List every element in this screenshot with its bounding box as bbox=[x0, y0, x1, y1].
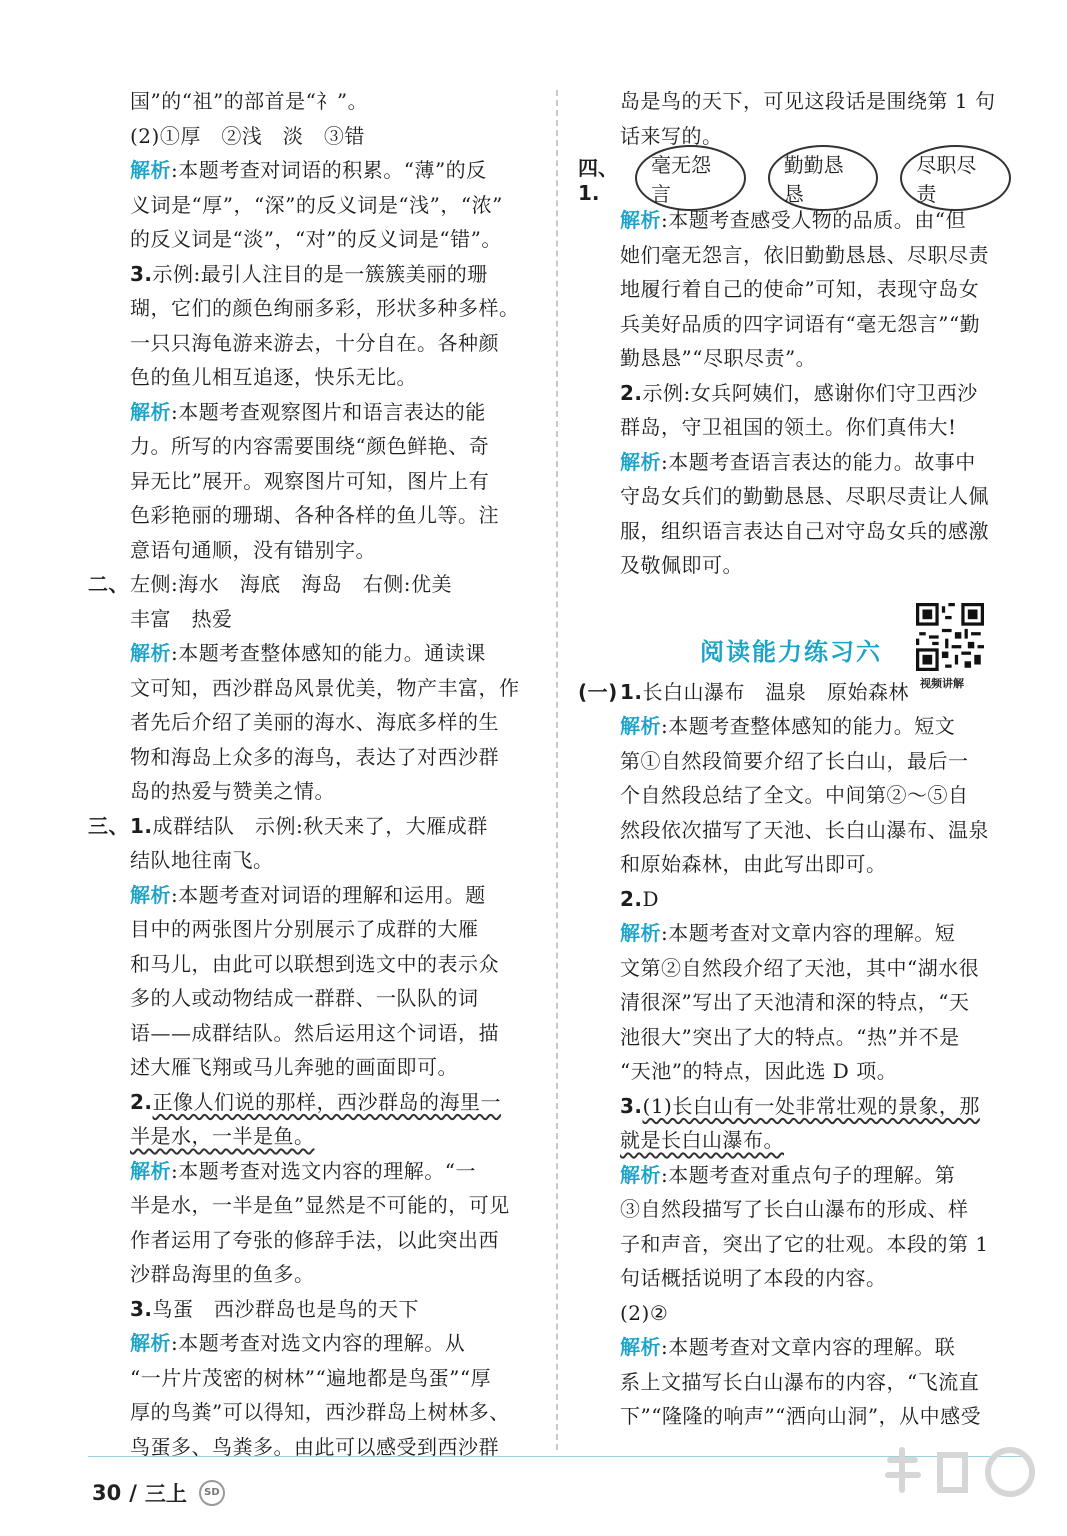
line-text: 兵美好品质的四字词语有“毫无怨言”“勤 bbox=[620, 311, 981, 336]
text-line bbox=[578, 1399, 1033, 1434]
line-text: 多的人或动物结成一群群、一队队的词 bbox=[130, 986, 479, 1010]
text-line bbox=[88, 671, 538, 706]
section-number: 三、 bbox=[88, 813, 129, 838]
column-divider bbox=[556, 90, 558, 1450]
text-line bbox=[578, 1158, 1033, 1193]
text-line bbox=[88, 291, 538, 326]
line-text: (2)② bbox=[620, 1300, 669, 1325]
line-text: 成群结队 示例:秋天来了，大雁成群 bbox=[152, 813, 488, 838]
text-line bbox=[578, 203, 1033, 238]
section-number: 二、 bbox=[88, 572, 129, 596]
question-number: 2. bbox=[620, 886, 643, 911]
line-text: 力。所写的内容需要围绕“颜色鲜艳、奇 bbox=[130, 434, 490, 458]
text-line bbox=[88, 1223, 538, 1258]
line-text: 色的鱼儿相互追逐，快乐无比。 bbox=[130, 365, 417, 389]
text-line bbox=[578, 882, 1033, 917]
analysis-tag: 解析 bbox=[130, 399, 171, 424]
line-text: :本题考查对文章内容的理解。短 bbox=[661, 921, 956, 945]
line-text: 守岛女兵们的勤勤恳恳、尽职尽责让人佩 bbox=[620, 484, 989, 508]
line-text: 作者运用了夸张的修辞手法，以此突出西 bbox=[130, 1227, 499, 1252]
text-line bbox=[578, 1123, 1033, 1158]
text-line bbox=[88, 912, 538, 947]
text-line bbox=[578, 238, 1033, 273]
line-text: 厚的鸟粪”可以得知，西沙群岛上树林多、 bbox=[130, 1400, 510, 1424]
section-four-prefix: 四、1. bbox=[578, 155, 618, 205]
right-top-block bbox=[578, 84, 1033, 153]
line-text: 沙群岛海里的鱼多。 bbox=[130, 1262, 315, 1286]
text-line bbox=[578, 1296, 1033, 1331]
text-line bbox=[88, 464, 538, 499]
text-line bbox=[88, 360, 538, 395]
text-line bbox=[88, 1361, 538, 1396]
analysis-tag: 解析 bbox=[620, 714, 661, 738]
analysis-tag: 解析 bbox=[620, 208, 661, 232]
footer-separator: / bbox=[129, 1481, 137, 1505]
text-line bbox=[88, 326, 538, 361]
text-line bbox=[88, 1430, 538, 1465]
text-line bbox=[578, 479, 1033, 514]
section-number: (一) bbox=[578, 679, 618, 704]
circled-word: 毫无怨言 bbox=[635, 145, 746, 211]
text-line bbox=[578, 1020, 1033, 1055]
line-text: 下”“隆隆的响声”“洒向山洞”，从中感受 bbox=[620, 1404, 982, 1428]
text-line bbox=[88, 84, 538, 119]
line-text: 异无比”展开。观察图片可知，图片上有 bbox=[130, 468, 490, 493]
line-text: 岛的热爱与赞美之情。 bbox=[130, 779, 335, 803]
line-text: 述大雁飞翔或马儿奔驰的画面即可。 bbox=[130, 1055, 458, 1079]
line-text: :本题考查对重点句子的理解。第 bbox=[661, 1162, 956, 1187]
line-text: 个自然段总结了全文。中间第②～⑤自 bbox=[620, 783, 969, 807]
edition-badge-icon: SD bbox=[199, 1480, 225, 1506]
line-text: ③自然段描写了长白山瀑布的形成、样 bbox=[620, 1197, 969, 1221]
text-line bbox=[88, 1257, 538, 1292]
analysis-tag: 解析 bbox=[130, 1158, 171, 1183]
text-line bbox=[578, 1330, 1033, 1365]
underlined-answer: 半是水，一半是鱼。 bbox=[130, 1124, 315, 1148]
line-text: 系上文描写长白山瀑布的内容，“飞流直 bbox=[620, 1369, 980, 1394]
question-number: 2. bbox=[130, 1089, 153, 1114]
text-line bbox=[88, 636, 538, 671]
watermark-logo-icon bbox=[870, 1440, 1060, 1530]
analysis-tag: 解析 bbox=[620, 1162, 661, 1187]
line-text: 义词是“厚”，“深”的反义词是“浅”，“浓” bbox=[130, 192, 503, 217]
line-text: 左侧:海水 海底 海岛 右侧:优美 bbox=[130, 572, 452, 596]
section-title: 阅读能力练习六 bbox=[700, 638, 882, 666]
text-line bbox=[88, 705, 538, 740]
right-column bbox=[578, 84, 1033, 1434]
line-text: 地履行着自己的使命”可知，表现守岛女 bbox=[620, 277, 980, 301]
line-text: D bbox=[642, 886, 660, 911]
line-text: 然段依次描写了天池、长白山瀑布、温泉 bbox=[620, 817, 989, 842]
line-text: 服，组织语言表达自己对守岛女兵的感激 bbox=[620, 518, 989, 543]
text-line bbox=[578, 744, 1033, 779]
text-line bbox=[578, 548, 1033, 583]
text-line bbox=[578, 985, 1033, 1020]
line-text: 她们毫无怨言，依旧勤勤恳恳、尽职尽责 bbox=[620, 242, 989, 267]
line-text: 瑚，它们的颜色绚丽多彩，形状多种多样。 bbox=[130, 296, 520, 320]
line-text: 群岛，守卫祖国的领土。你们真伟大! bbox=[620, 415, 957, 439]
line-text: 半是水，一半是鱼”显然是不可能的，可见 bbox=[130, 1193, 510, 1217]
question-number: 3. bbox=[620, 1093, 643, 1118]
analysis-tag: 解析 bbox=[620, 921, 661, 945]
line-text: 第①自然段简要介绍了长白山，最后一 bbox=[620, 748, 969, 773]
line-text: 丰富 热爱 bbox=[130, 606, 233, 631]
text-line bbox=[88, 740, 538, 775]
line-text: 句话概括说明了本段的内容。 bbox=[620, 1266, 887, 1290]
line-text: 话来写的。 bbox=[620, 123, 723, 148]
text-line bbox=[578, 1227, 1033, 1262]
text-line bbox=[578, 514, 1033, 549]
text-line bbox=[88, 1292, 538, 1327]
line-text: 示例:女兵阿姨们，感谢你们守卫西沙 bbox=[642, 380, 978, 405]
left-column bbox=[88, 84, 538, 1464]
line-text: :本题考查整体感知的能力。通读课 bbox=[171, 641, 486, 665]
line-text: 子和声音，突出了它的壮观。本段的第 1 bbox=[620, 1231, 989, 1256]
text-line bbox=[578, 951, 1033, 986]
text-line bbox=[88, 1188, 538, 1223]
line-text: 长白山瀑布 温泉 原始森林 bbox=[642, 679, 910, 704]
text-line bbox=[88, 533, 538, 568]
line-text: :本题考查对选文内容的理解。从 bbox=[171, 1331, 466, 1355]
line-text: “一片片茂密的树林”“遍地都是鸟蛋”“厚 bbox=[130, 1365, 492, 1390]
text-line bbox=[578, 778, 1033, 813]
line-text: 和马儿，由此可以联想到选文中的表示众 bbox=[130, 951, 499, 976]
line-text: (2)①厚 ②浅 淡 ③错 bbox=[130, 123, 365, 148]
right-middle-block bbox=[578, 203, 1033, 583]
line-text: 勤恳恳”“尽职尽责”。 bbox=[620, 346, 817, 370]
underlined-answer: 就是长白山瀑布。 bbox=[620, 1128, 784, 1152]
text-line bbox=[88, 1154, 538, 1189]
text-line bbox=[578, 709, 1033, 744]
line-text: :本题考查感受人物的品质。由“但 bbox=[661, 208, 966, 232]
line-text: 岛是鸟的天下，可见这段话是围绕第 1 句 bbox=[620, 89, 996, 113]
text-line bbox=[88, 567, 538, 602]
text-line bbox=[88, 1395, 538, 1430]
text-line bbox=[578, 307, 1033, 342]
line-text: :本题考查对词语的积累。“薄”的反 bbox=[171, 158, 487, 182]
text-line bbox=[578, 1365, 1033, 1400]
line-text: 语——成群结队。然后运用这个词语，描 bbox=[130, 1020, 499, 1045]
text-line bbox=[578, 813, 1033, 848]
circled-word: 勤勤恳恳 bbox=[768, 145, 879, 211]
text-line bbox=[88, 257, 538, 292]
text-line bbox=[88, 395, 538, 430]
text-line bbox=[88, 188, 538, 223]
line-text: 池很大”突出了大的特点。“热”并不是 bbox=[620, 1024, 960, 1049]
text-line bbox=[88, 809, 538, 844]
line-text: 结队地往南飞。 bbox=[130, 848, 274, 872]
line-text: :本题考查对词语的理解和运用。题 bbox=[171, 882, 486, 907]
line-text: :本题考查观察图片和语言表达的能 bbox=[171, 399, 486, 424]
line-text: “天池”的特点，因此选 D 项。 bbox=[620, 1059, 898, 1083]
text-line bbox=[578, 376, 1033, 411]
page-number: 30 bbox=[92, 1481, 122, 1505]
grade-label: 三上 bbox=[144, 1482, 187, 1506]
text-line bbox=[88, 498, 538, 533]
text-line bbox=[578, 341, 1033, 376]
question-number: 2. bbox=[620, 380, 643, 405]
line-text: :本题考查整体感知的能力。短文 bbox=[661, 714, 956, 738]
text-line bbox=[88, 1050, 538, 1085]
text-line bbox=[88, 119, 538, 154]
qr-label: 视频讲解 bbox=[920, 677, 964, 690]
line-text: 鸟蛋多、鸟粪多。由此可以感受到西沙群 bbox=[130, 1434, 499, 1459]
text-line bbox=[88, 774, 538, 809]
text-line bbox=[578, 1089, 1033, 1124]
question-number: 1. bbox=[620, 679, 643, 704]
underlined-answer: 正像人们说的那样，西沙群岛的海里一 bbox=[152, 1089, 502, 1114]
question-number: 3. bbox=[130, 1296, 153, 1321]
analysis-tag: 解析 bbox=[620, 1335, 661, 1359]
text-line bbox=[578, 1192, 1033, 1227]
line-text: 者先后介绍了美丽的海水、海底多样的生 bbox=[130, 710, 499, 734]
text-line bbox=[88, 1085, 538, 1120]
section-four-answers bbox=[578, 153, 1033, 206]
text-line bbox=[578, 445, 1033, 480]
text-line bbox=[88, 602, 538, 637]
text-line bbox=[578, 847, 1033, 882]
underlined-answer: (1)长白山有一处非常壮观的景象，那 bbox=[642, 1093, 980, 1118]
right-bottom-block bbox=[578, 675, 1033, 1434]
line-text: 物和海岛上众多的海鸟，表达了对西沙群 bbox=[130, 744, 499, 769]
text-line bbox=[88, 843, 538, 878]
line-text: 及敬佩即可。 bbox=[620, 553, 743, 577]
text-line bbox=[578, 272, 1033, 307]
line-text: 示例:最引人注目的是一簇簇美丽的珊 bbox=[152, 261, 488, 286]
analysis-tag: 解析 bbox=[620, 449, 661, 474]
text-line bbox=[578, 1261, 1033, 1296]
text-line bbox=[578, 410, 1033, 445]
analysis-tag: 解析 bbox=[130, 641, 171, 665]
line-text: 的反义词是“淡”，“对”的反义词是“错”。 bbox=[130, 227, 502, 251]
qr-code-icon[interactable] bbox=[916, 603, 984, 671]
line-text: 清很深”写出了天池清和深的特点，“天 bbox=[620, 990, 970, 1014]
line-text: 文第②自然段介绍了天池，其中“湖水很 bbox=[620, 955, 980, 980]
line-text: 一只只海龟游来游去，十分自在。各种颜 bbox=[130, 330, 499, 355]
circled-word: 尽职尽责 bbox=[900, 145, 1011, 211]
line-text: 文可知，西沙群岛风景优美，物产丰富，作 bbox=[130, 675, 520, 700]
line-text: 目中的两张图片分别展示了成群的大雁 bbox=[130, 917, 479, 941]
analysis-tag: 解析 bbox=[130, 882, 171, 907]
analysis-tag: 解析 bbox=[130, 158, 171, 182]
line-text: 色彩艳丽的珊瑚、各种各样的鱼儿等。注 bbox=[130, 503, 499, 527]
text-line bbox=[578, 916, 1033, 951]
text-line bbox=[88, 153, 538, 188]
text-line bbox=[88, 878, 538, 913]
line-text: 意语句通顺，没有错别字。 bbox=[130, 537, 376, 562]
line-text: :本题考查语言表达的能力。故事中 bbox=[661, 449, 976, 474]
page-footer bbox=[92, 1478, 225, 1508]
line-text: 鸟蛋 西沙群岛也是鸟的天下 bbox=[152, 1296, 420, 1321]
line-text: 国”的“祖”的部首是“礻”。 bbox=[130, 89, 369, 113]
text-line bbox=[578, 1054, 1033, 1089]
text-line bbox=[88, 1119, 538, 1154]
text-line bbox=[88, 947, 538, 982]
text-line bbox=[88, 1326, 538, 1361]
text-line bbox=[88, 981, 538, 1016]
text-line bbox=[88, 222, 538, 257]
line-text: :本题考查对选文内容的理解。“一 bbox=[171, 1158, 476, 1183]
text-line bbox=[578, 84, 1033, 119]
line-text: 和原始森林，由此写出即可。 bbox=[620, 852, 887, 876]
text-line bbox=[578, 675, 1033, 710]
analysis-tag: 解析 bbox=[130, 1331, 171, 1355]
question-number: 1. bbox=[130, 813, 153, 838]
line-text: :本题考查对文章内容的理解。联 bbox=[661, 1335, 956, 1359]
text-line bbox=[88, 1016, 538, 1051]
text-line bbox=[88, 429, 538, 464]
question-number: 3. bbox=[130, 261, 153, 286]
